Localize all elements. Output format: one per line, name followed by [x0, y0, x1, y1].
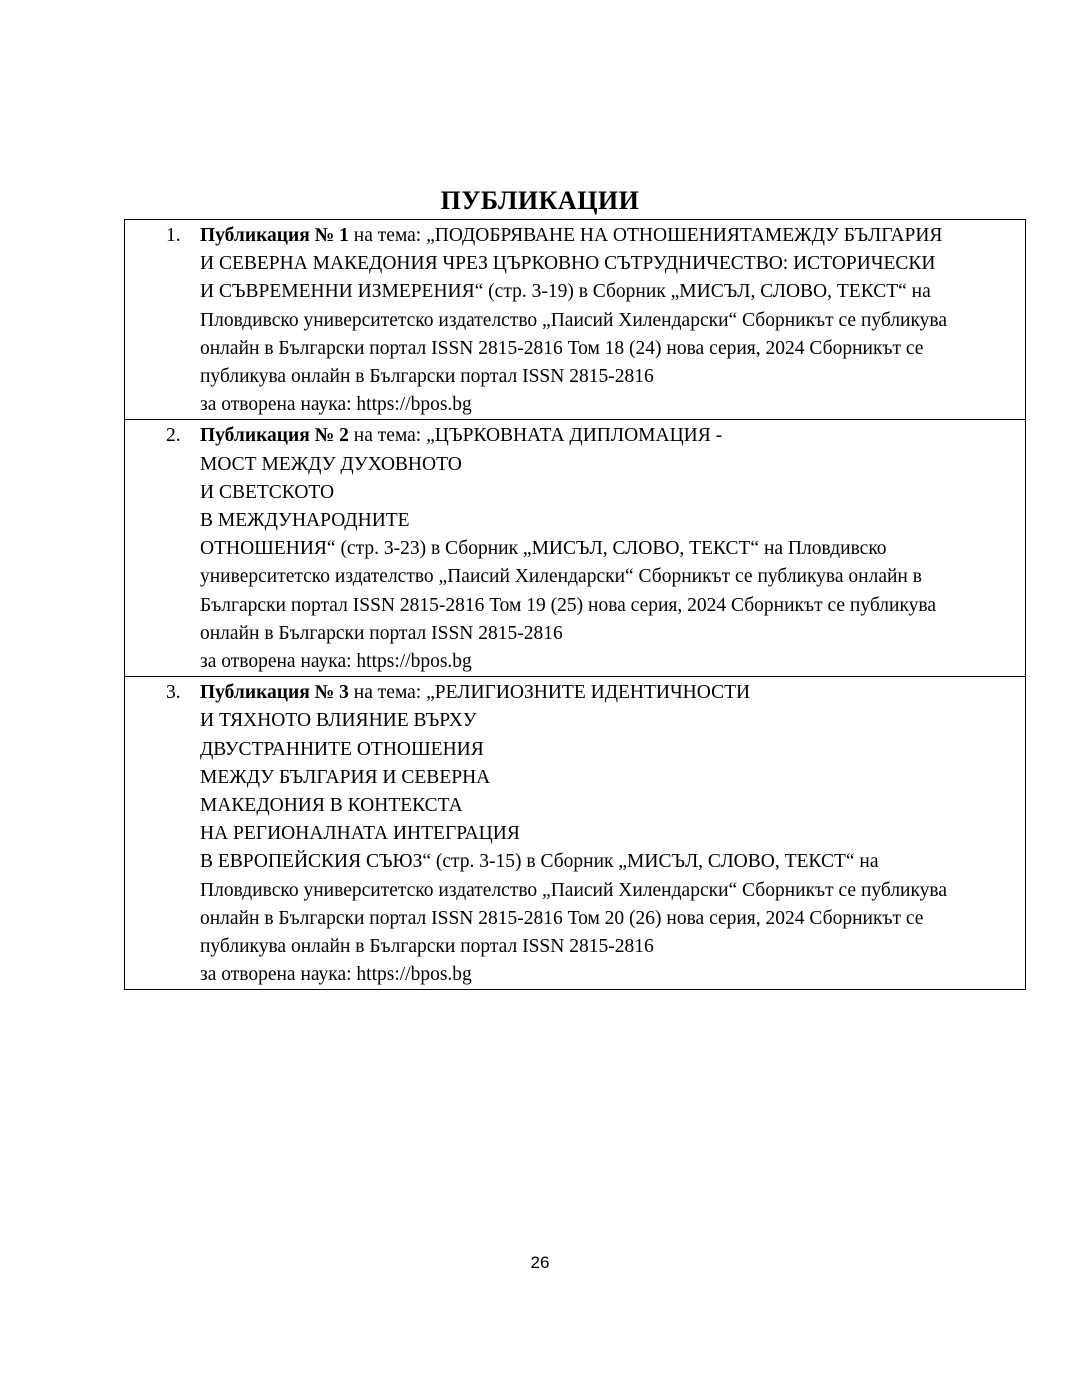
publication-label: Публикация № 1 — [200, 225, 349, 246]
publication-line: на тема: „ПОДОБРЯВАНЕ НА ОТНОШЕНИЯТАМЕЖДУ БЪЛГАРИЯ — [348, 225, 943, 246]
publication-url-line: за отворена наука: https://bpos.bg — [200, 394, 472, 416]
publication-line: Български портал ISSN 2815-2816 Том 19 (25) нова серия, 2024 Сборникът се публикува — [200, 594, 937, 616]
publication-url-line: за отворена наука: https://bpos.bg — [200, 651, 472, 673]
publication-entry-1 — [125, 222, 1017, 419]
publication-line: онлайн в Български портал ISSN 2815-2816 Том 18 (24) нова серия, 2024 Сборникът се — [200, 337, 924, 359]
table-row — [125, 220, 1026, 420]
publication-line: ДВУСТРАННИТЕ ОТНОШЕНИЯ — [200, 738, 484, 760]
publication-cell-3 — [125, 677, 1026, 990]
publication-line: Пловдивско университетско издателство „Паисий Хилендарски“ Сборникът се публикува — [200, 879, 948, 901]
publication-line: публикува онлайн в Български портал ISSN 2815-2816 — [200, 936, 654, 958]
publication-entry-2 — [125, 422, 1017, 676]
publication-line: В ЕВРОПЕЙСКИЯ СЪЮЗ“ (стр. 3-15) в Сборник „МИСЪЛ, СЛОВО, ТЕКСТ“ на — [200, 851, 879, 873]
page-title: ПУБЛИКАЦИИ — [440, 186, 640, 215]
publication-line: И СЪВРЕМЕННИ ИЗМЕРЕНИЯ“ (стр. 3-19) в Сборник „МИСЪЛ, СЛОВО, ТЕКСТ“ на — [200, 281, 931, 303]
publication-line: И СВЕТСКОТО — [200, 481, 335, 503]
publication-cell-1 — [125, 220, 1026, 420]
publication-line: МЕЖДУ БЪЛГАРИЯ И СЕВЕРНА — [200, 766, 491, 788]
publication-url-line: за отворена наука: https://bpos.bg — [200, 964, 472, 986]
publication-cell-2 — [125, 420, 1026, 677]
page-number: 26 — [530, 1253, 550, 1272]
publication-line: на тема: „РЕЛИГИОЗНИТЕ ИДЕНТИЧНОСТИ — [348, 682, 751, 704]
publication-line: онлайн в Български портал ISSN 2815-2816 — [200, 622, 563, 644]
publication-line: НА РЕГИОНАЛНАТА ИНТЕГРАЦИЯ — [200, 823, 520, 845]
publication-entry-3 — [125, 679, 1017, 989]
publication-line: университетско издателство „Паисий Хилендарски“ Сборникът се публикува онлайн в — [200, 566, 922, 588]
publication-text — [200, 222, 1017, 419]
publication-line: МАКЕДОНИЯ В КОНТЕКСТА — [200, 795, 463, 817]
publication-text — [200, 679, 1017, 989]
publication-label: Публикация № 3 — [200, 682, 349, 704]
publication-line: И ТЯХНОТО ВЛИЯНИЕ ВЪРХУ — [200, 710, 477, 732]
publication-line: публикува онлайн в Български портал ISSN 2815-2816 — [200, 366, 654, 388]
publication-line: МОСТ МЕЖДУ ДУХОВНОТО — [200, 453, 462, 475]
list-number: 1. — [166, 225, 181, 246]
table-row — [125, 677, 1026, 990]
publications-table — [124, 219, 1026, 990]
publication-line: Пловдивско университетско издателство „Паисий Хилендарски“ Сборникът се публикува — [200, 309, 948, 331]
table-row — [125, 420, 1026, 677]
publication-line: онлайн в Български портал ISSN 2815-2816 Том 20 (26) нова серия, 2024 Сборникът се — [200, 907, 924, 929]
publication-text — [200, 422, 1017, 676]
list-number: 2. — [166, 425, 181, 447]
publication-line: И СЕВЕРНА МАКЕДОНИЯ ЧРЕЗ ЦЪРКОВНО СЪТРУДНИЧЕСТВО: ИСТОРИЧЕСКИ — [200, 253, 936, 275]
publication-line: В МЕЖДУНАРОДНИТЕ — [200, 510, 410, 532]
publication-line: ОТНОШЕНИЯ“ (стр. 3-23) в Сборник „МИСЪЛ, СЛОВО, ТЕКСТ“ на Пловдивско — [200, 538, 887, 560]
publication-line: на тема: „ЦЪРКОВНАТА ДИПЛОМАЦИЯ - — [348, 425, 723, 447]
publication-label: Публикация № 2 — [200, 425, 349, 447]
list-number: 3. — [166, 682, 181, 704]
